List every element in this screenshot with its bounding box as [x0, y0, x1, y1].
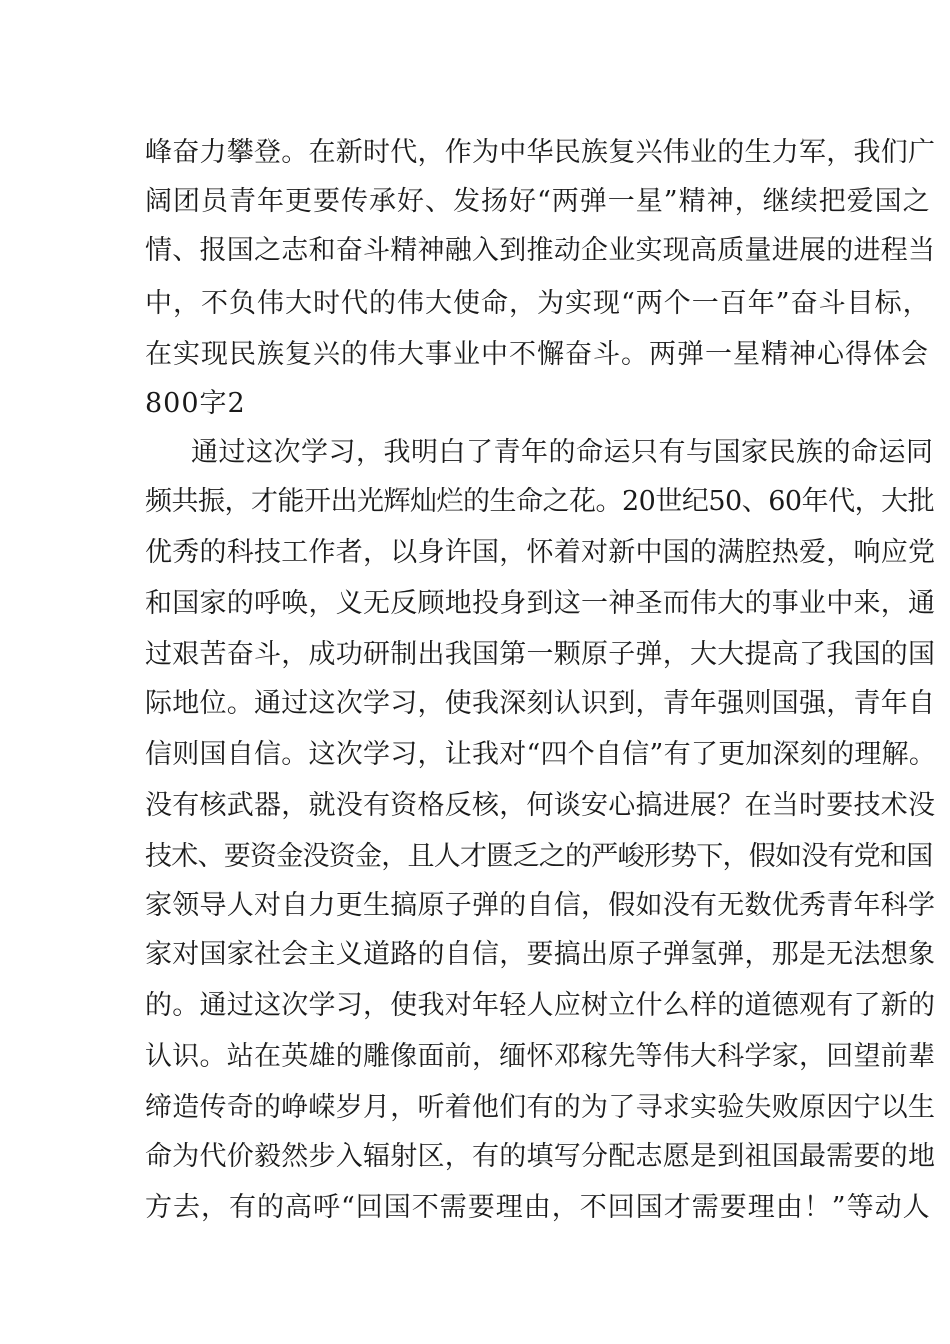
text-line: 技术、要资金没资金，且人才匮乏之的严峻形势下，假如没有党和国 [145, 841, 933, 872]
text-line: 命为代价毅然步入辐射区，有的填写分配志愿是到祖国最需要的地 [145, 1141, 936, 1172]
text-line: 阔团员青年更要传承好、发扬好“两弹一星”精神，继续把爱国之 [145, 186, 931, 217]
text-line: 际地位。通过这次学习，使我深刻认识到，青年强则国强，青年自 [145, 688, 936, 719]
text-line: 优秀的科技工作者，以身许国，怀着对新中国的满腔热爱，响应党 [145, 537, 936, 568]
text-line: 缔造传奇的峥嵘岁月，听着他们有的为了寻求实验失败原因宁以生 [145, 1092, 936, 1123]
paragraph-first-line: 通过这次学习，我明白了青年的命运只有与国家民族的命运同 [191, 437, 934, 468]
text-line: 的。通过这次学习，使我对年轻人应树立什么样的道德观有了新的 [145, 990, 936, 1021]
text-line: 信则国自信。这次学习，让我对“四个自信”有了更加深刻的理解。 [145, 739, 937, 770]
text-line: 过艰苦奋斗，成功研制出我国第一颗原子弹，大大提高了我国的国 [145, 639, 936, 670]
text-line: 认识。站在英雄的雕像面前，缅怀邓稼先等伟大科学家，回望前辈 [145, 1041, 936, 1072]
text-line: 峰奋力攀登。在新时代，作为中华民族复兴伟业的生力军，我们广 [145, 137, 936, 168]
text-line: 频共振，才能开出光辉灿烂的生命之花。20世纪50、60年代，大批 [145, 486, 935, 517]
text-line: 没有核武器，就没有资格反核，何谈安心搞进展？在当时要技术没 [145, 790, 936, 821]
text-line: 家对国家社会主义道路的自信，要搞出原子弹氢弹，那是无法想象 [145, 939, 936, 970]
text-line: 和国家的呼唤，义无反顾地投身到这一神圣而伟大的事业中来，通 [145, 588, 936, 619]
text-line: 情、报国之志和奋斗精神融入到推动企业实现高质量进展的进程当 [145, 235, 936, 266]
text-line: 家领导人对自力更生搞原子弹的自信，假如没有无数优秀青年科学 [145, 890, 936, 921]
text-line: 方去，有的高呼“回国不需要理由，不回国才需要理由！”等动人 [145, 1192, 931, 1223]
text-line: 中，不负伟大时代的伟大使命，为实现“两个一百年”奋斗目标， [145, 288, 931, 319]
text-line: 800字2 [145, 388, 246, 419]
text-line: 在实现民族复兴的伟大事业中不懈奋斗。两弹一星精神心得体会 [145, 339, 929, 370]
